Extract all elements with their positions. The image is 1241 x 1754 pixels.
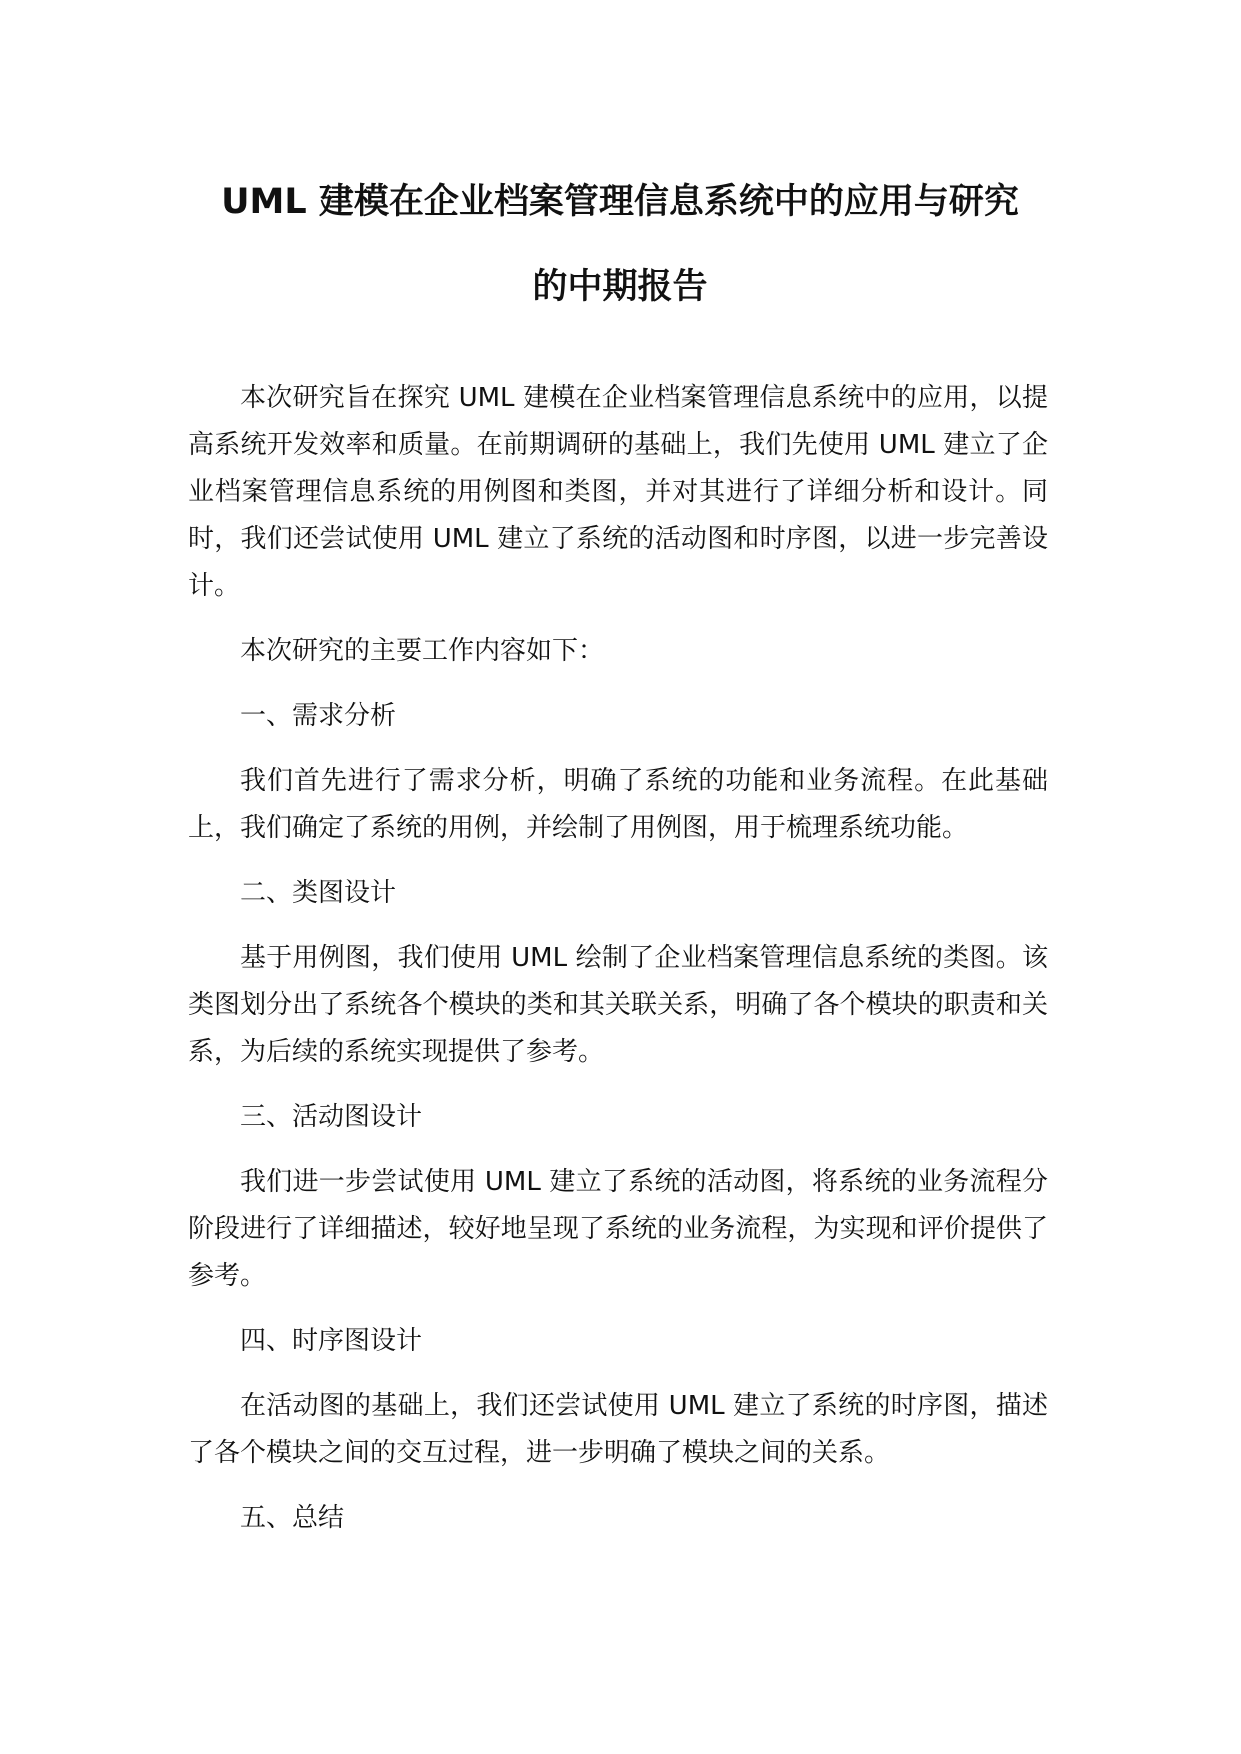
- document-title-line-2: 的中期报告: [532, 267, 708, 307]
- spacer: [188, 1076, 1048, 1094]
- section-heading-sequence-diagram: 四、时序图设计: [240, 1326, 423, 1356]
- spacer: [188, 1477, 1048, 1495]
- spacer: [188, 917, 1048, 935]
- section-heading-activity-diagram: 三、活动图设计: [240, 1102, 423, 1132]
- spacer: [188, 1300, 1048, 1318]
- spacer: [188, 852, 1048, 870]
- section-body-requirements: 我们首先进行了需求分析，明确了系统的功能和业务流程。在此基础上，我们确定了系统的用例，并绘制了用例图，用于梳理系统功能。: [188, 766, 1048, 843]
- spacer: [188, 740, 1048, 758]
- document-title-line-1: UML 建模在企业档案管理信息系统中的应用与研究: [221, 182, 1019, 222]
- section-heading-requirements: 一、需求分析: [240, 701, 397, 731]
- intro-paragraph: 本次研究旨在探究 UML 建模在企业档案管理信息系统中的应用，以提高系统开发效率和质量。在前期调研的基础上，我们先使用 UML 建立了企业档案管理信息系统的用例图和类图，并对其进行了详细分析和设计。同时，我们还尝试使用 UML 建立了系统的活动图和时序图，以进一步完善设计。: [188, 383, 1048, 601]
- work-intro-paragraph: 本次研究的主要工作内容如下：: [240, 636, 605, 666]
- spacer: [188, 675, 1048, 693]
- section-body-activity-diagram: 我们进一步尝试使用 UML 建立了系统的活动图，将系统的业务流程分阶段进行了详细描述，较好地呈现了系统的业务流程，为实现和评价提供了参考。: [188, 1167, 1048, 1291]
- spacer: [188, 1365, 1048, 1383]
- section-heading-class-diagram: 二、类图设计: [240, 878, 397, 908]
- spacer: [188, 610, 1048, 628]
- section-heading-summary: 五、总结: [240, 1503, 345, 1533]
- spacer: [188, 1141, 1048, 1159]
- section-body-sequence-diagram: 在活动图的基础上，我们还尝试使用 UML 建立了系统的时序图，描述了各个模块之间的交互过程，进一步明确了模块之间的关系。: [188, 1391, 1048, 1468]
- document-body: [188, 375, 1048, 1542]
- section-body-class-diagram: 基于用例图，我们使用 UML 绘制了企业档案管理信息系统的类图。该类图划分出了系统各个模块的类和其关联关系，明确了各个模块的职责和关系，为后续的系统实现提供了参考。: [188, 943, 1048, 1067]
